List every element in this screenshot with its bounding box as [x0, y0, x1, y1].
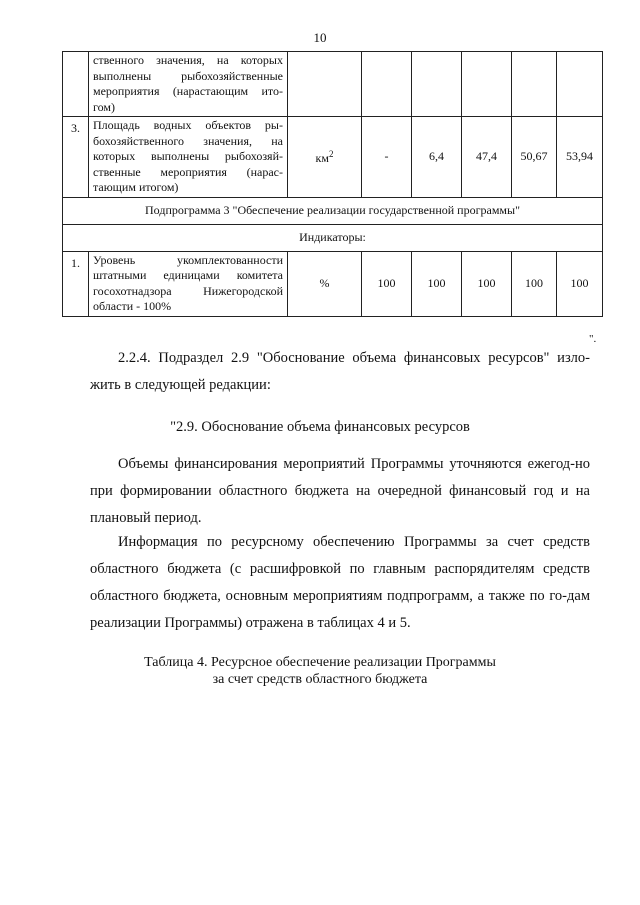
value-cell: - [362, 117, 412, 198]
value-cell: 53,94 [557, 117, 603, 198]
row-number: 1. [63, 251, 89, 316]
value-cell: 100 [512, 251, 557, 316]
table-row [63, 117, 603, 198]
value-cell [512, 52, 557, 117]
unit-cell [288, 52, 362, 117]
table-row [63, 197, 603, 224]
table-row [63, 52, 603, 117]
value-cell [362, 52, 412, 117]
table-row [63, 251, 603, 316]
value-cell [462, 52, 512, 117]
value-cell: 100 [462, 251, 512, 316]
indicator-name: Площадь водных объектов ры-бохозяйственного значения, на которых выполнены рыбохозяй-ственные мероприятия (нарас-тающим итогом) [89, 117, 288, 198]
table-row [63, 224, 603, 251]
table-caption-line1: Таблица 4. Ресурсное обеспечение реализации Программы [144, 655, 496, 670]
value-cell: 100 [362, 251, 412, 316]
paragraph-resources: Информация по ресурсному обеспечению Программы за счет средств областного бюджета (с расшифровкой по главным распорядителям средств областного бюджета, основным мероприятиям подпрограмм, а также по го-дам реализации Программы) отражена в таблицах 4 и 5. [90, 534, 590, 631]
value-cell: 47,4 [462, 117, 512, 198]
indicators-header: Индикаторы: [63, 224, 603, 251]
unit-superscript: 2 [328, 149, 334, 159]
value-cell: 100 [557, 251, 603, 316]
value-cell: 50,67 [512, 117, 557, 198]
indicator-name: Уровень укомплектованности штатными единицами комитета госохотнадзора Нижегородской области - 100% [89, 251, 288, 316]
indicator-name: ственного значения, на которых выполнены рыбохозяйственные мероприятия (нарастающим ито-гом) [89, 52, 288, 117]
indicators-table [62, 51, 603, 317]
row-number [63, 52, 89, 117]
value-cell [557, 52, 603, 117]
unit-cell: % [288, 251, 362, 316]
page-number: 10 [313, 30, 327, 45]
subprogram-header: Подпрограмма 3 "Обеспечение реализации государственной программы" [63, 197, 603, 224]
value-cell [412, 52, 462, 117]
table-caption-line2: за счет средств областного бюджета [212, 672, 428, 687]
section-heading: "2.9. Обоснование объема финансовых ресурсов [170, 419, 470, 435]
paragraph-funding: Объемы финансирования мероприятий Программы уточняются ежегод-но при формировании областного бюджета на очередной финансовый год и на плановый период. [90, 456, 590, 526]
value-cell: 100 [412, 251, 462, 316]
value-cell: 6,4 [412, 117, 462, 198]
paragraph-amendment: 2.2.4. Подраздел 2.9 "Обоснование объема финансовых ресурсов" изло-жить в следующей редакции: [90, 350, 590, 393]
unit-cell [288, 117, 362, 198]
closing-quote: ". [589, 333, 597, 345]
row-number: 3. [63, 117, 89, 198]
unit-text: км [315, 151, 329, 165]
